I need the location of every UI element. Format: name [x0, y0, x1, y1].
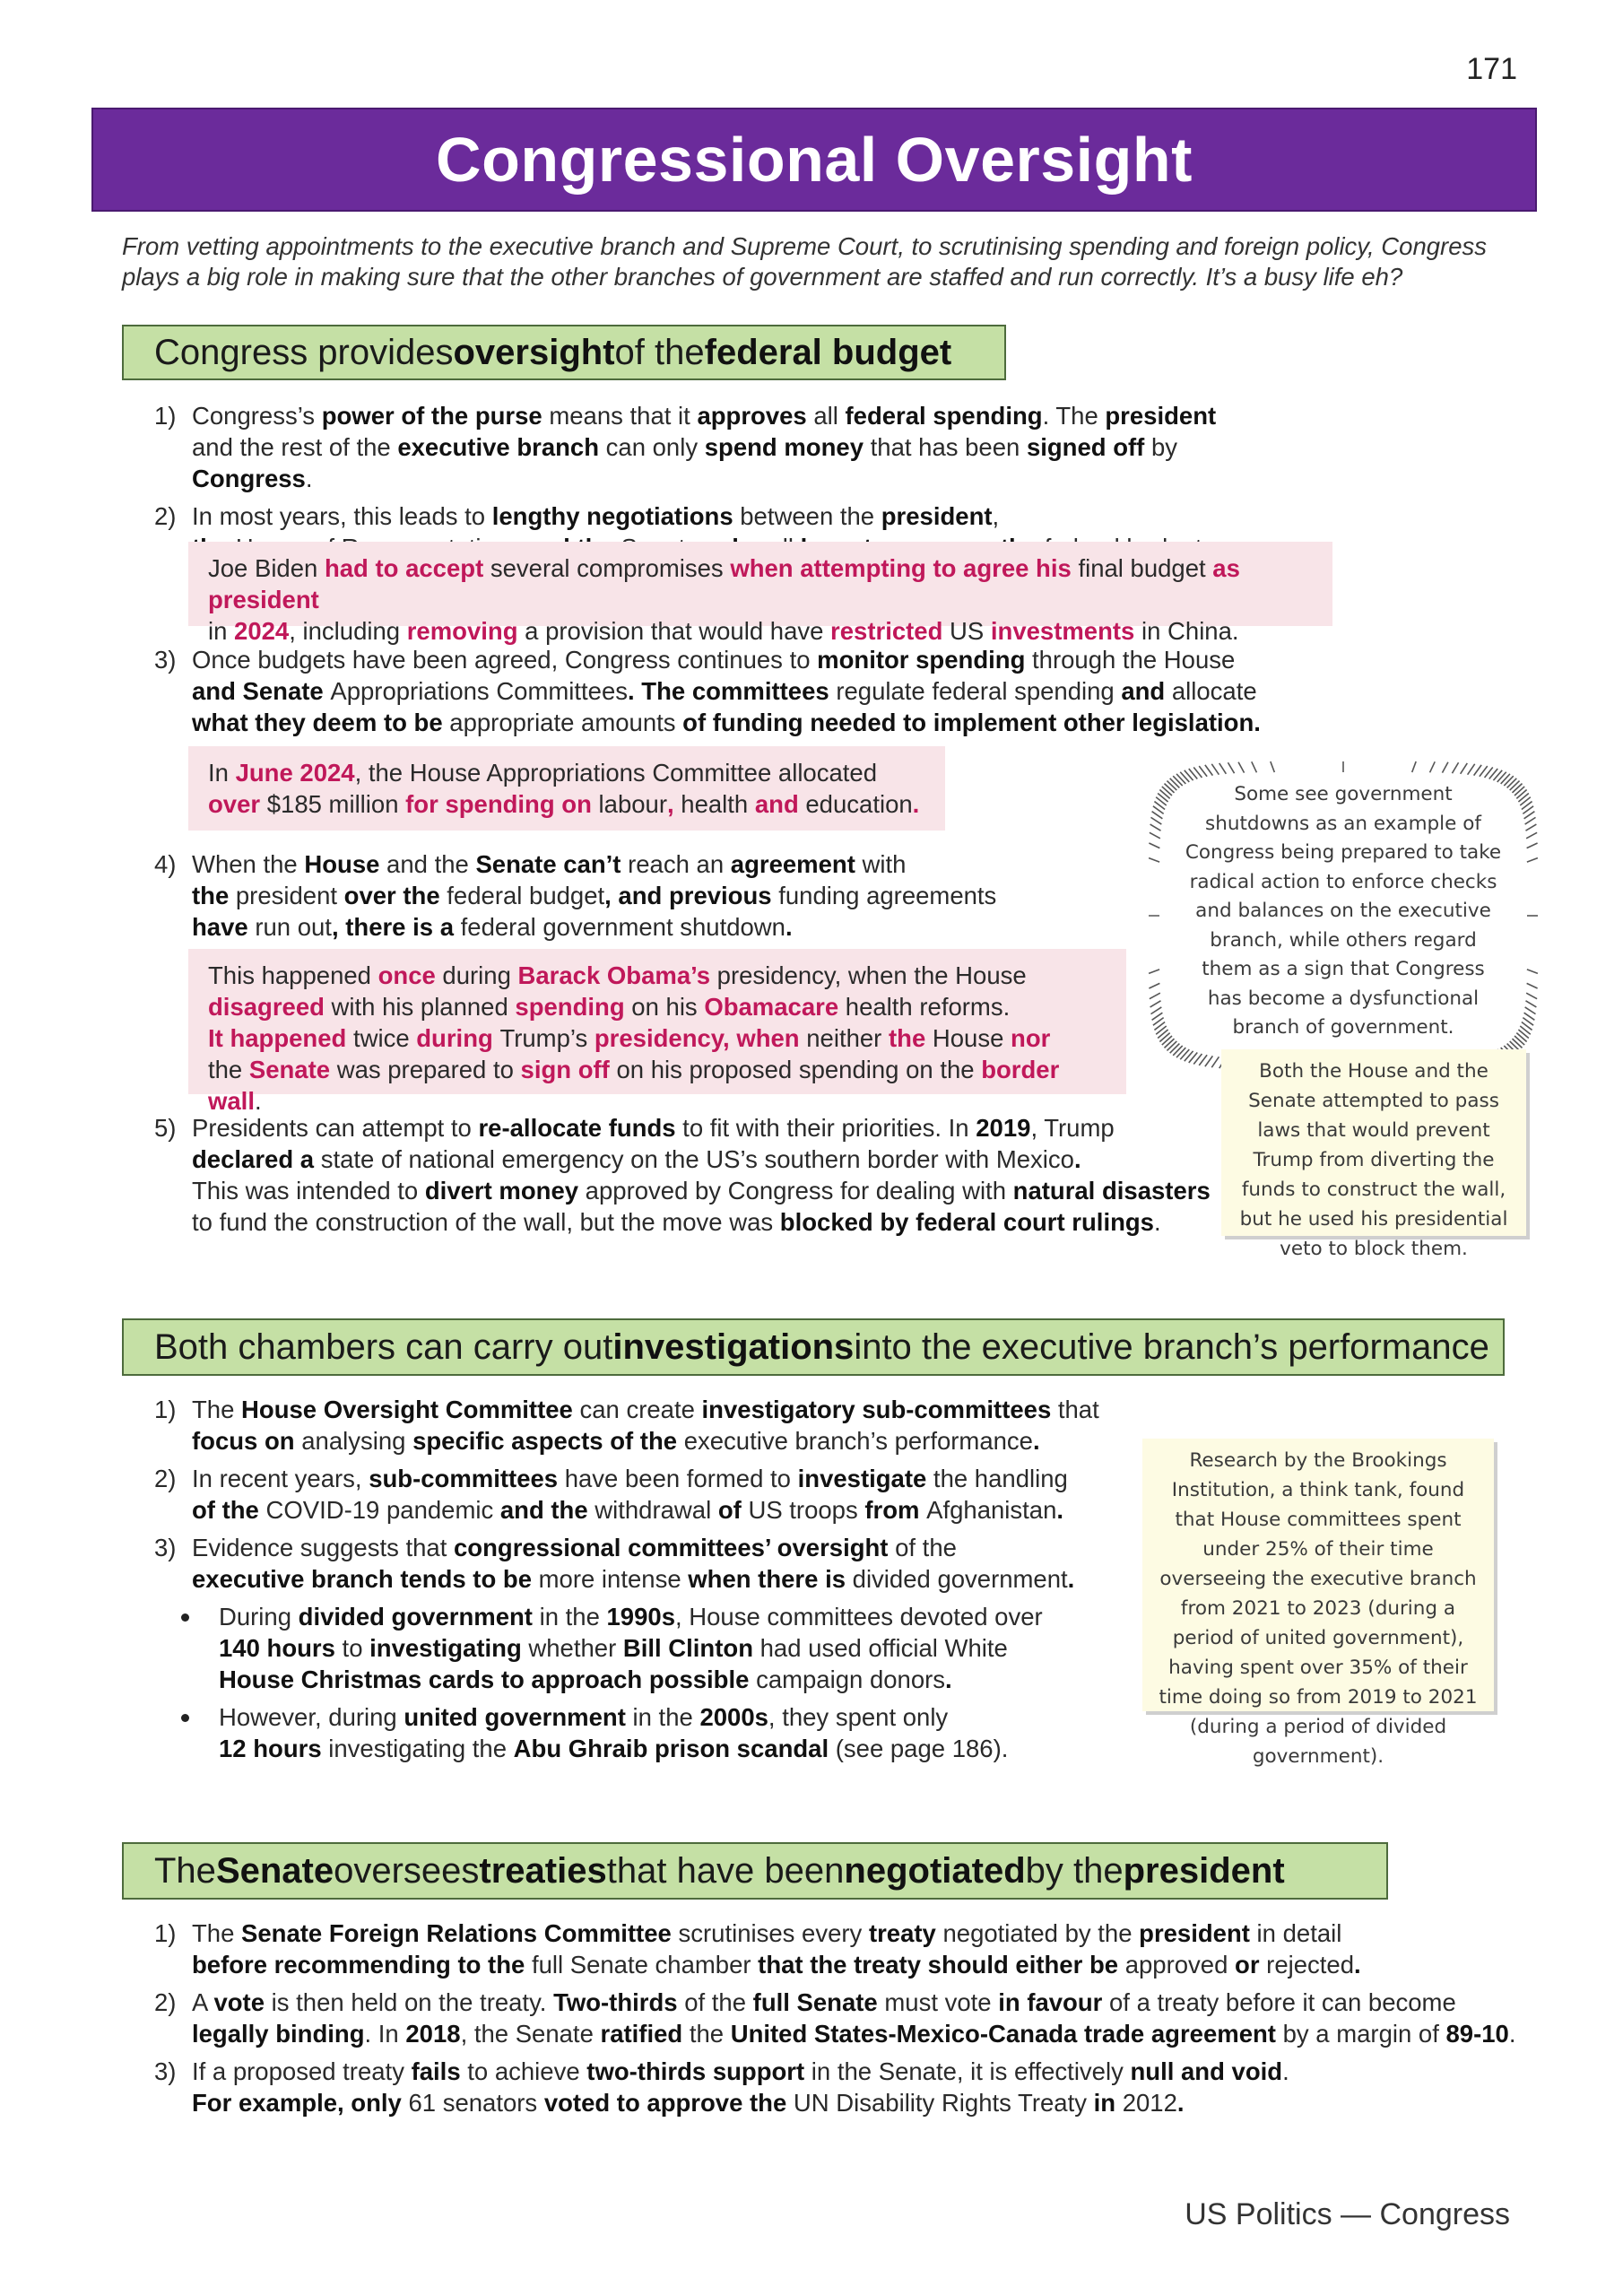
budget-list-c: [122, 848, 1135, 949]
sunburst-tick: [1211, 1057, 1219, 1067]
sunburst-tick: [1170, 778, 1180, 788]
sunburst-tick: [1452, 762, 1458, 773]
sunburst-tick: [1510, 781, 1520, 790]
sunburst-tick: [1271, 761, 1274, 772]
section-header-investigations: Both chambers can carry out investigations into the executive branch’s performance: [122, 1318, 1505, 1376]
sunburst-tick: [1176, 1048, 1185, 1057]
investigations-list: [122, 1394, 1126, 1770]
item-text: In recent years, sub-committees have been formed to investigate the handling of the COVID-19 pandemic and the withdrawal of US troops from Afghanistan.: [192, 1465, 1068, 1524]
title-banner: [91, 108, 1537, 212]
list-item: [122, 1532, 1126, 1595]
sunburst-tick: [1474, 765, 1482, 776]
item-number: 4): [154, 850, 177, 878]
item-number: 3): [154, 1534, 177, 1561]
sunburst-tick: [1525, 1007, 1536, 1014]
sunburst-tick: [1205, 765, 1213, 776]
sunburst-tick: [1527, 858, 1538, 862]
item-number: 1): [154, 1919, 177, 1947]
sunburst-tick: [1525, 1001, 1536, 1007]
list-item: [122, 400, 1288, 494]
side-note-text: Some see government shutdowns as an example of Congress being prepared to take radical action to enforce checks and balances on the executive branch, while others regard them as a sign that Congress has become a dysfunctional branch of government.: [1185, 783, 1502, 1039]
list-item: [122, 848, 1135, 943]
list-item: [122, 1463, 1126, 1526]
sunburst-tick: [1150, 832, 1160, 838]
sunburst-tick: [1164, 784, 1174, 793]
sunburst-tick: [1238, 762, 1244, 773]
footer-section-label: US Politics — Congress: [1185, 2197, 1510, 2231]
sunburst-tick: [1442, 762, 1447, 773]
sunburst-tick: [1219, 763, 1227, 774]
list-item: [122, 1918, 1566, 1980]
item-text: If a proposed treaty fails to achieve two-thirds support in the Senate, it is effectively null and void. For example, only 61 senators voted to approve the UN Disability Rights Treaty in 2012.: [192, 2057, 1289, 2117]
list-item: [122, 1987, 1566, 2049]
sunburst-tick: [1516, 1033, 1526, 1042]
sunburst-tick: [1504, 776, 1513, 786]
budget-list-d: [122, 1112, 1225, 1244]
sunburst-tick: [1162, 787, 1172, 796]
sunburst-tick: [1150, 993, 1160, 998]
sunburst-tick: [1150, 824, 1161, 831]
sunburst-tick: [1173, 1046, 1182, 1056]
sunburst-tick: [1412, 761, 1416, 772]
sunburst-tick: [1527, 970, 1538, 973]
sunburst-tick: [1525, 824, 1536, 831]
page-number: 171: [1466, 52, 1517, 86]
sunburst-tick: [1149, 970, 1159, 973]
sunburst-tick: [1170, 1044, 1180, 1054]
section-header-treaties: The Senate oversees treaties that have been negotiated by the president: [122, 1842, 1388, 1900]
sunburst-tick: [1512, 784, 1522, 793]
trump-veto-side-note: Both the House and the Senate attempted to pass laws that would prevent Trump from diverting the funds to construct the wall, but he used his presidential veto to block them.: [1221, 1049, 1526, 1236]
shutdown-side-note: [1146, 759, 1541, 1073]
sunburst-tick: [1461, 763, 1468, 774]
list-item: [122, 644, 1288, 738]
bullet-item: During divided government in the 1990s, House committees devoted over 140 hours to investigating whether Bill Clinton had used official White House Christmas cards to approach possible campaign donors.: [122, 1601, 1126, 1695]
item-text: Evidence suggests that congressional committees’ oversight of the executive branch tends to be more intense when there is divided government.: [192, 1534, 1075, 1593]
intro-paragraph: From vetting appointments to the executive branch and Supreme Court, to scrutinising spending and foreign policy, Congress plays a big role in making sure that the other branches of government are staffed and run correctly. It’s a busy life eh?: [122, 232, 1487, 291]
sunburst-tick: [1159, 1033, 1169, 1042]
sunburst-tick: [1515, 1036, 1524, 1045]
sunburst-tick: [1162, 1036, 1172, 1045]
sunburst-tick: [1527, 983, 1538, 988]
example-biden-box: Joe Biden had to accept several compromises when attempting to agree his final budget as president in 2024, including removing a provision that would have restricted US investments in China.: [188, 542, 1332, 626]
list-item: [122, 1394, 1126, 1457]
sunburst-tick: [1228, 762, 1234, 773]
sunburst-tick: [1252, 761, 1257, 772]
bullet-item: However, during united government in the 2000s, they spent only 12 hours investigating the Abu Ghraib prison scandal (see page 186).: [122, 1701, 1126, 1764]
item-text: Presidents can attempt to re-allocate funds to fit with their priorities. In 2019, Trump declared a state of national emergency on the US’s southern border with Mexico. This was intended to divert money approved by Congress for dealing with natural disasters to fund the construction of the wall, but the move was blocked by federal court rulings.: [192, 1114, 1211, 1236]
sunburst-tick: [1149, 843, 1159, 848]
sunburst-tick: [1507, 778, 1517, 788]
sunburst-tick: [1468, 764, 1475, 775]
sunburst-tick: [1149, 983, 1159, 988]
sunburst-tick: [1527, 843, 1538, 848]
sunburst-tick: [1159, 790, 1169, 799]
sunburst-tick: [1516, 790, 1526, 799]
item-number: 2): [154, 1988, 177, 2016]
sunburst-tick: [1150, 1001, 1161, 1007]
example-appropriations-box: In June 2024, the House Appropriations Committee allocated over $185 million for spending on labour, health and education.: [188, 746, 945, 831]
section-header-budget: Congress provides oversight of the federal budget: [122, 325, 1006, 380]
item-text: When the House and the Senate can’t reach an agreement with the president over the federal budget, and previous funding agreements have run out, there is a federal government shutdown.: [192, 850, 997, 941]
sunburst-tick: [1515, 787, 1524, 796]
sunburst-tick: [1430, 761, 1436, 772]
item-text: The House Oversight Committee can create investigatory sub-committees that focus on analysing specific aspects of the executive branch’s performance.: [192, 1396, 1099, 1455]
item-number: 3): [154, 646, 177, 674]
list-item: [122, 2056, 1566, 2118]
item-text: Once budgets have been agreed, Congress continues to monitor spending through the House and Senate Appropriations Committees. The committees regulate federal spending and allocate what they deem to be appropriate amounts of funding needed to implement other legislation.: [192, 646, 1261, 736]
sunburst-tick: [1167, 781, 1176, 790]
sunburst-tick: [1164, 1039, 1174, 1048]
sunburst-tick: [1167, 1041, 1176, 1050]
list-item: [122, 1112, 1225, 1238]
sunburst-tick: [1150, 817, 1161, 824]
item-number: 1): [154, 402, 177, 430]
sunburst-tick: [1149, 858, 1159, 862]
sunburst-tick: [1150, 1007, 1161, 1014]
item-number: 3): [154, 2057, 177, 2085]
sunburst-tick: [1205, 1056, 1213, 1066]
sunburst-tick: [1211, 764, 1219, 775]
item-number: 2): [154, 502, 177, 530]
item-number: 5): [154, 1114, 177, 1142]
sunburst-tick: [1512, 1039, 1522, 1048]
sunburst-tick: [1525, 817, 1536, 824]
brookings-side-note: Research by the Brookings Institution, a think tank, found that House committees spent under 25% of their time overseeing the executive branch from 2021 to 2023 (during a period of united government), having spent over 35% of their time doing so from 2019 to 2021 (during a period of divided government).: [1142, 1439, 1494, 1711]
sunburst-tick: [1526, 993, 1537, 998]
example-shutdown-box: This happened once during Barack Obama’s presidency, when the House disagreed with his planned spending on his Obamacare health reforms. It happened twice during Trump’s presidency, when neither the House nor the Senate was prepared to sign off on his proposed spending on the border wall.: [188, 949, 1126, 1094]
treaties-list: [122, 1918, 1566, 2125]
sunburst-tick: [1526, 832, 1537, 838]
item-text: In most years, this leads to lengthy negotiations between the president,: [192, 502, 1000, 530]
item-text: A vote is then held on the treaty. Two-thirds of the full Senate must vote in favour of a treaty before it can become legally binding. In 2018, the Senate ratified the United States-Mexico-Canada trade agreement by a margin of 89-10.: [192, 1988, 1516, 2048]
page-title: Congressional Oversight: [436, 125, 1193, 195]
item-text: The Senate Foreign Relations Committee scrutinises every treaty negotiated by the president in detail before recommending to the full Senate chamber that the treaty should either be approved or rejected.: [192, 1919, 1361, 1979]
item-text: Congress’s power of the purse means that it approves all federal spending. The president and the rest of the executive branch can only spend money that has been signed off by Congress.: [192, 402, 1217, 492]
item-number: 1): [154, 1396, 177, 1423]
budget-list-b: [122, 644, 1288, 744]
item-number: 2): [154, 1465, 177, 1492]
